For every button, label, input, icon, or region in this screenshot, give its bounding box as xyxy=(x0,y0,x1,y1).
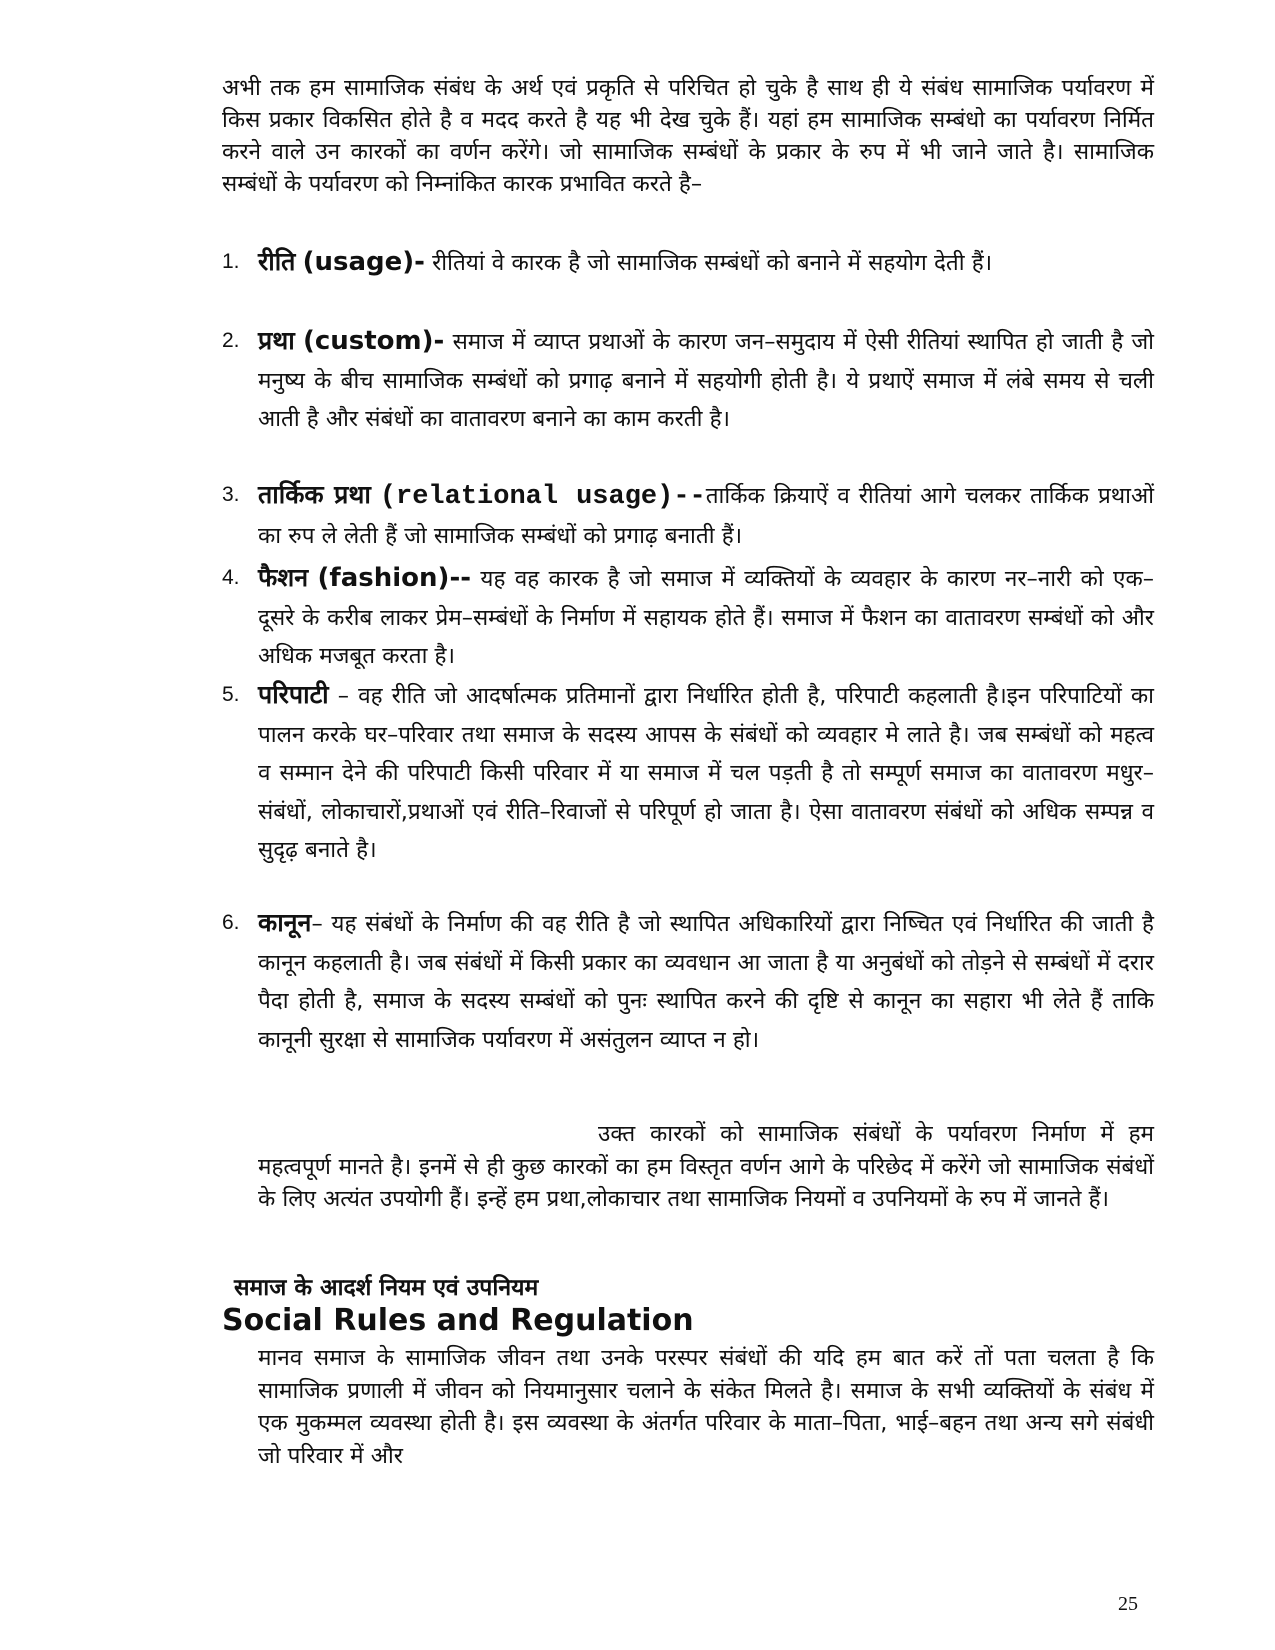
term-hindi: कानून xyxy=(258,908,312,937)
list-number: 2. xyxy=(222,329,240,352)
list-item-body xyxy=(258,559,1154,676)
list-item-fashion xyxy=(222,559,1154,676)
term-english: (usage)- xyxy=(302,247,425,277)
list-item-tradition xyxy=(222,676,1154,870)
final-paragraph: मानव समाज के सामाजिक जीवन तथा उनके परस्पर संबंधों की यदि हम बात करें तों पता चलता है कि सामाजिक प्रणाली में जीवन को नियमानुसार चलाने के संकेत मिलते है। समाज के सभी व्यक्तियों के संबंध में एक मुकम्मल व्यवस्था होती है। इस व्यवस्था के अंतर्गत परिवार के माता–पिता, भाई–बहन तथा अन्य सगे संबंधी जो परिवार में और xyxy=(258,1345,1154,1469)
intro-paragraph: अभी तक हम सामाजिक संबंध के अर्थ एवं प्रकृति से परिचित हो चुके है साथ ही ये संबंध सामाजिक पर्यावरण में किस प्रकार विकसित होते है व मदद करते है यह भी देख चुके हैं। यहां हम सामाजिक सम्बंधो का पर्यावरण निर्मित करने वाले उन कारकों का वर्णन करेंगे। जो सामाजिक सम्बंधों के प्रकार के रुप में भी जाने जाते है। सामाजिक सम्बंधों के पर्यावरण को निम्नांकित कारक प्रभावित करते है– xyxy=(222,75,1154,197)
list-number: 5. xyxy=(222,683,240,706)
term-description: तार्किक क्रियाऐं व रीतियां आगे चलकर तार्किक प्रथाओं का रुप ले लेती हैं जो सामाजिक सम्बंधों को प्रगाढ़ बनाती हैं। xyxy=(258,483,1154,549)
term-hindi: प्रथा xyxy=(258,326,295,355)
term-description: – वह रीति जो आदर्षात्मक प्रतिमानों द्वारा निर्धारित होती है, परिपाटी कहलाती है।इन परिपाटियों का पालन करके घर–परिवार तथा समाज के सदस्य आपस के संबंधों को व्यवहार मे लाते है। जब सम्बंधों को महत्व व सम्मान देने की परिपाटी किसी परिवार में या समाज में चल पड़ती है तो सम्पूर्ण समाज का वातावरण मधुर–संबंधों, लोकाचारों,प्रथाओं एवं रीति–रिवाजों से परिपूर्ण हो जाता है। ऐसा वातावरण संबंधों को अधिक सम्पन्न व सुदृढ़ बनाते है। xyxy=(258,683,1154,863)
term-hindi: परिपाटी xyxy=(258,680,329,709)
list-item-body xyxy=(258,676,1154,870)
term-english: (relational usage)-- xyxy=(379,482,706,512)
page-number: 25 xyxy=(1118,1593,1138,1615)
conclusion-text: उक्त कारकों को सामाजिक संबंधों के पर्यावरण निर्माण में हम महत्वपूर्ण मानते है। इनमें से ही कुछ कारकों का हम विस्तृत वर्णन आगे के परिछेद में करेंगे जो सामाजिक संबंधों के लिए अत्यंत उपयोगी हैं। इन्हें हम प्रथा,लोकाचार तथा सामाजिक नियमों व उपनियमों के रुप में जानते हैं। xyxy=(258,1121,1154,1212)
list-number: 1. xyxy=(222,250,240,273)
list-item-relational-usage xyxy=(222,476,1154,555)
list-item-law xyxy=(222,904,1154,1059)
list-item-body xyxy=(258,322,1154,439)
section-heading-english: Social Rules and Regulation xyxy=(222,1303,694,1338)
term-english: (fashion)-- xyxy=(317,563,472,593)
list-item-body xyxy=(258,904,1154,1059)
list-number: 6. xyxy=(222,911,240,934)
list-item-body xyxy=(258,476,1154,555)
list-item-usage xyxy=(222,243,1154,283)
list-number: 3. xyxy=(222,483,240,506)
list-number: 4. xyxy=(222,566,240,589)
list-item-body xyxy=(258,243,1154,283)
term-english: (custom)- xyxy=(302,326,445,356)
section-heading-hindi: समाज के आदर्श नियम एवं उपनियम xyxy=(234,1275,539,1301)
term-description: समाज में व्याप्त प्रथाओं के कारण जन–समुदाय में ऐसी रीतियां स्थापित हो जाती है जो मनुष्य के बीच सामाजिक सम्बंधों को प्रगाढ़ बनाने में सहयोगी होती है। ये प्रथाऐं समाज में लंबे समय से चली आती है और संबंधों का वातावरण बनाने का काम करती है। xyxy=(258,329,1155,432)
term-description: रीतियां वे कारक है जो सामाजिक सम्बंधों को बनाने में सहयोग देती हैं। xyxy=(424,250,993,276)
term-hindi: रीति xyxy=(258,247,296,276)
list-item-custom xyxy=(222,322,1154,439)
term-description: – यह संबंधों के निर्माण की वह रीति है जो स्थापित अधिकारियों द्वारा निष्चित एवं निर्धारित की जाती है कानून कहलाती है। जब संबंधों में किसी प्रकार का व्यवधान आ जाता है या अनुबंधों को तोड़ने से सम्बंधों में दरार पैदा होती है, समाज के सदस्य सम्बंधों को पुनः स्थापित करने की दृष्टि से कानून का सहारा भी लेते हैं ताकि कानूनी सुरक्षा से सामाजिक पर्यावरण में असंतुलन व्याप्त न हो। xyxy=(258,911,1154,1053)
conclusion-paragraph xyxy=(258,1118,1154,1216)
term-hindi: तार्किक प्रथा xyxy=(258,480,371,509)
term-hindi: फैशन xyxy=(258,563,309,592)
term-description: यह वह कारक है जो समाज में व्यक्तियों के व्यवहार के कारण नर–नारी को एक–दूसरे के करीब लाकर प्रेम–सम्बंधों के निर्माण में सहायक होते हैं। समाज में फैशन का वातावरण सम्बंधों को और अधिक मजबूत करता है। xyxy=(258,566,1154,669)
